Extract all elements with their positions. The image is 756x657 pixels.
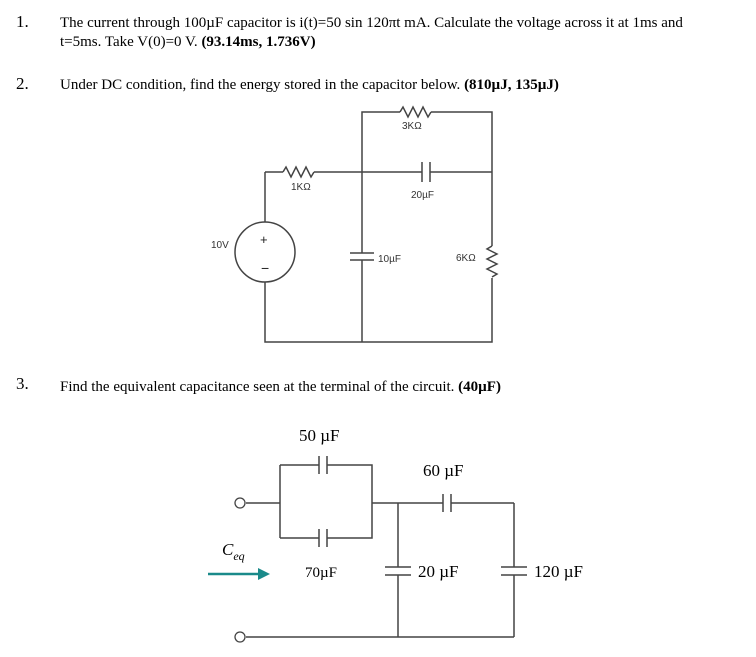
capacitor-60uf (443, 494, 451, 512)
ceq-arrow-head-icon (258, 568, 270, 580)
circuit-2 (235, 107, 497, 342)
label-3k: 3KΩ (402, 121, 422, 132)
label-ceq: $C_{eq}$ (222, 540, 245, 563)
label-20uf-c3: 20 µF (418, 562, 459, 581)
problem-1-line1: The current through 100µF capacitor is i(t)=50 sin 120πt mA. Calculate the voltage across it at 1ms and (60, 15, 683, 31)
source-minus-sign: − (261, 260, 270, 276)
capacitor-20uf (385, 567, 411, 575)
problem-3-question: Find the equivalent capacitance seen at the terminal of the circuit. (60, 379, 459, 395)
label-70uf: 70µF (305, 565, 337, 581)
label-120uf: 120 µF (534, 562, 583, 581)
resistor-3k (400, 107, 431, 117)
problem-2-number: 2. (16, 74, 29, 93)
terminal-top (235, 498, 245, 508)
source-plus-sign: + (260, 232, 268, 247)
label-10uf: 10µF (378, 254, 401, 265)
label-10v: 10V (211, 240, 229, 251)
label-6k: 6KΩ (456, 253, 476, 264)
capacitor-20uf (422, 162, 430, 182)
circuit-3 (246, 456, 527, 637)
capacitor-70uf (319, 529, 327, 547)
resistor-6k (487, 246, 497, 277)
problem-3-number: 3. (16, 374, 29, 393)
terminal-bottom (235, 632, 245, 642)
label-50uf: 50 µF (299, 426, 340, 445)
capacitor-50uf (319, 456, 327, 474)
problem-3-answer: (40µF) (458, 379, 501, 395)
problem-1-answer: (93.14ms, 1.736V) (201, 34, 316, 50)
label-1k: 1KΩ (291, 182, 311, 193)
capacitor-120uf (501, 567, 527, 575)
resistor-1k (283, 167, 314, 177)
problem-2-answer: (810µJ, 135µJ) (464, 77, 559, 93)
label-60uf: 60 µF (423, 461, 464, 480)
problem-2-question: Under DC condition, find the energy stored in the capacitor below. (60, 77, 465, 93)
capacitor-10uf (350, 253, 374, 260)
problem-1-number: 1. (16, 12, 29, 31)
label-20uf: 20µF (411, 190, 434, 201)
problem-1-line2: t=5ms. Take V(0)=0 V. (60, 34, 202, 50)
